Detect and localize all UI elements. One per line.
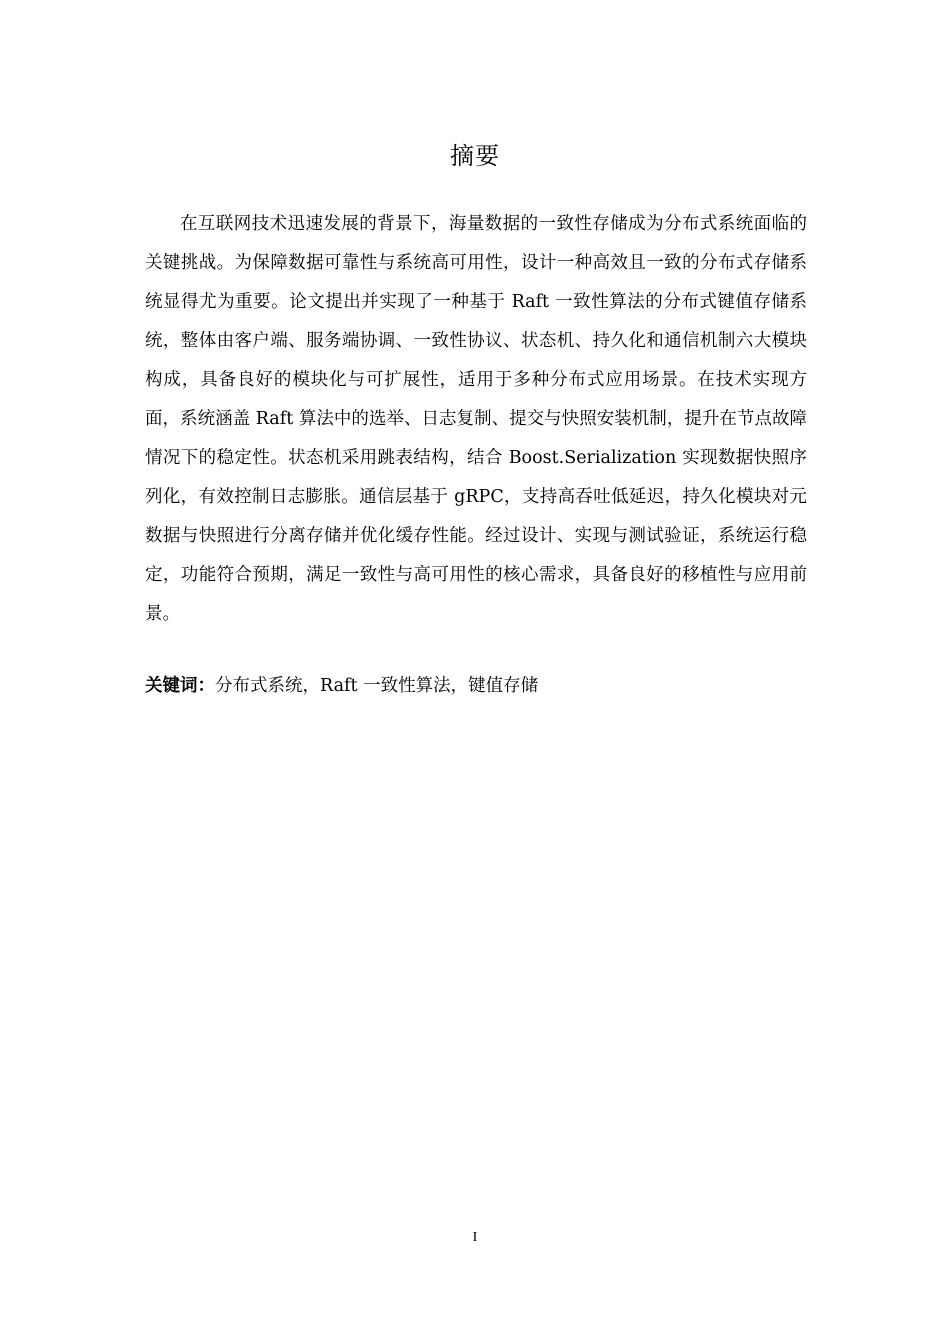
- keywords-label: 关键词：: [145, 676, 215, 696]
- page-number: I: [472, 1230, 478, 1245]
- keywords-line: [145, 670, 807, 702]
- abstract-body: 在互联网技术迅速发展的背景下，海量数据的一致性存储成为分布式系统面临的关键挑战。为保障数据可靠性与系统高可用性，设计一种高效且一致的分布式存储系统显得尤为重要。论文提出并实现了一种基于 Raft 一致性算法的分布式键值存储系统，整体由客户端、服务端协调、一致性协议、状态机、持久化和通信机制六大模块构成，具备良好的模块化与可扩展性，适用于多种分布式应用场景。在技术实现方面，系统涵盖 Raft 算法中的选举、日志复制、提交与快照安装机制，提升在节点故障情况下的稳定性。状态机采用跳表结构，结合 Boost.Serialization 实现数据快照序列化，有效控制日志膨胀。通信层基于 gRPC，支持高吞吐低延迟，持久化模块对元数据与快照进行分离存储并优化缓存性能。经过设计、实现与测试验证，系统运行稳定，功能符合预期，满足一致性与高可用性的核心需求，具备良好的移植性与应用前景。: [145, 214, 807, 624]
- abstract-title: 摘要: [450, 142, 500, 170]
- keywords-value: 分布式系统，Raft 一致性算法，键值存储: [215, 676, 539, 696]
